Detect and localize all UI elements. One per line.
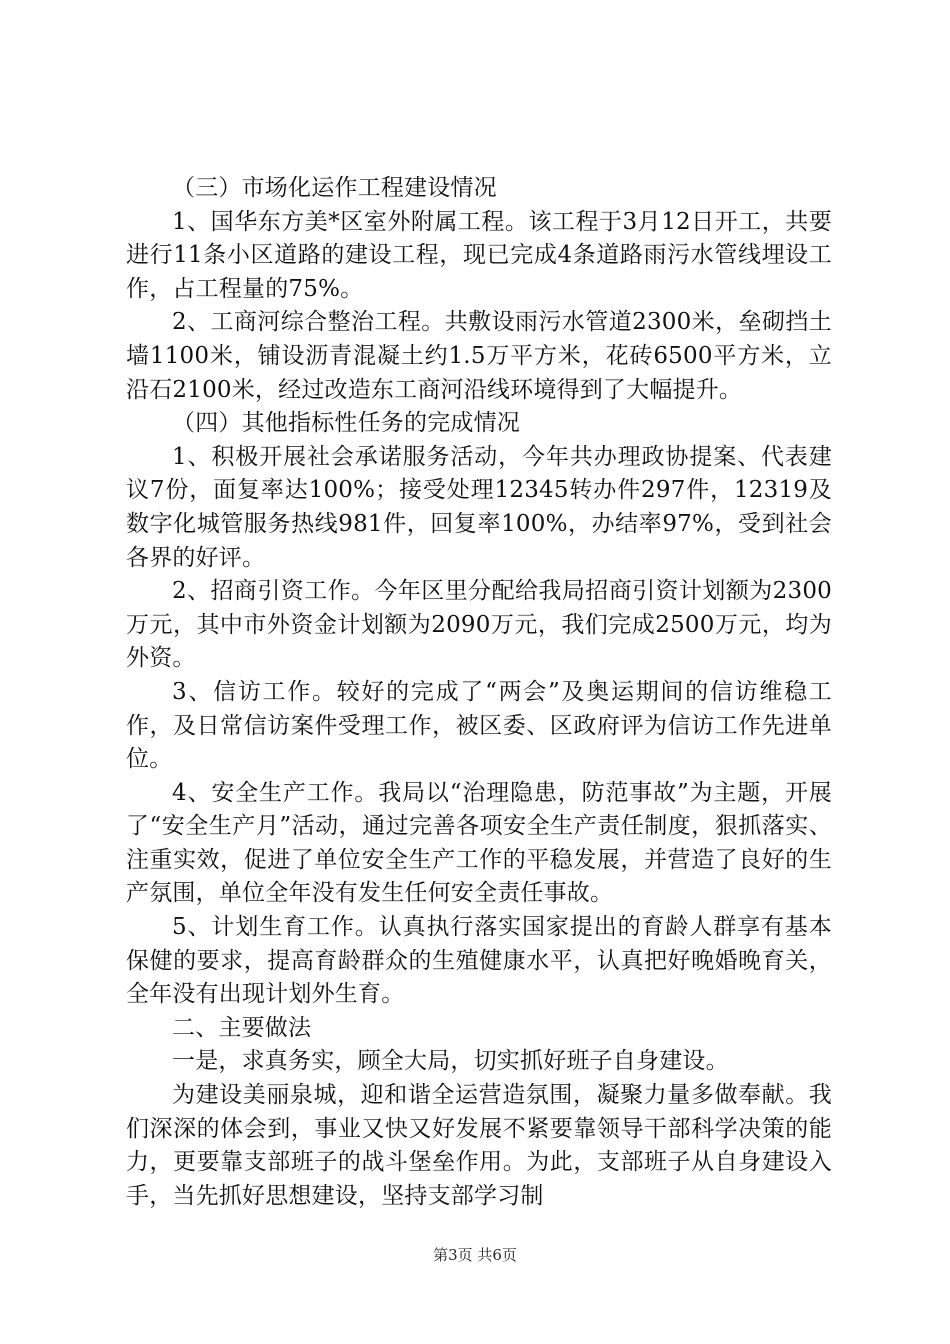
paragraph: 3、信访工作。较好的完成了“两会”及奥运期间的信访维稳工作，及日常信访案件受理工作，被区委、区政府评为信访工作先进单位。	[126, 678, 832, 773]
document-body	[126, 172, 832, 1213]
paragraph: 2、工商河综合整治工程。共敷设雨污水管道2300米，垒砌挡土墙1100米，铺设沥青混凝土约1.5万平方米，花砖6500平方米，立沿石2100米，经过改造东工商河沿线环境得到了大幅提升。	[126, 309, 832, 403]
paragraph: 为建设美丽泉城，迎和谐全运营造氛围，凝聚力量多做奉献。我们深深的体会到，事业又快又好发展不紧要靠领导干部科学决策的能力，更要靠支部班子的战斗堡垒作用。为此，支部班子从自身建设入手，当先抓好思想建设，坚持支部学习制	[126, 1082, 832, 1209]
paragraph: 4、安全生产工作。我局以“治理隐患，防范事故”为主题，开展了“安全生产月”活动，通过完善各项安全生产责任制度，狠抓落实、注重实效，促进了单位安全生产工作的平稳发展，并营造了良好的生产氛围，单位全年没有发生任何安全责任事故。	[126, 779, 832, 907]
section-heading-main-practices: 二、主要做法	[172, 1014, 312, 1041]
section-heading-4: （四）其他指标性任务的完成情况	[172, 410, 520, 437]
page-footer: 第3页 共6页	[433, 1246, 517, 1264]
paragraph: 1、国华东方美*区室外附属工程。该工程于3月12日开工，共要进行11条小区道路的建设工程，现已完成4条道路雨污水管线埋设工作，占工程量的75%。	[126, 208, 832, 302]
paragraph: 2、招商引资工作。今年区里分配给我局招商引资计划额为2300万元，其中市外资金计划额为2090万元，我们完成2500万元，均为外资。	[126, 578, 832, 672]
section-heading-3: （三）市场化运作工程建设情况	[172, 175, 497, 201]
paragraph: 5、计划生育工作。认真执行落实国家提出的育龄人群享有基本保健的要求，提高育龄群众的生殖健康水平，认真把好晚婚晚育关，全年没有出现计划外生育。	[126, 914, 832, 1008]
paragraph: 一是，求真务实，顾全大局，切实抓好班子自身建设。	[172, 1048, 729, 1075]
paragraph: 1、积极开展社会承诺服务活动，今年共办理政协提案、代表建议7份，面复率达100%；接受处理12345转办件297件，12319及数字化城管服务热线981件，回复率100%，办结率97%，受到社会各界的好评。	[126, 443, 832, 571]
